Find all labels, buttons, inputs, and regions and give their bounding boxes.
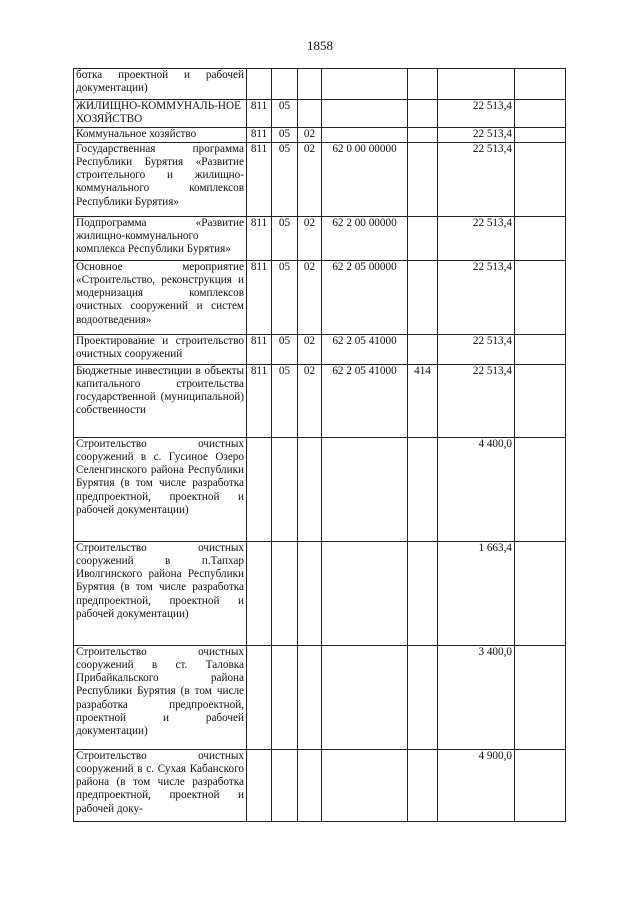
cell-extra-column — [515, 260, 566, 334]
table-row — [74, 216, 566, 260]
cell-target-item-code: 62 0 00 00000 — [322, 142, 408, 216]
cell-target-item-code: 62 2 00 00000 — [322, 216, 408, 260]
cell-target-item-code — [322, 645, 408, 749]
cell-expense-type-code — [408, 69, 438, 100]
cell-row-name: Государственная программа Республики Бурятия «Развитие строительного и жилищно-коммунального комплексов Республики Бурятия» — [74, 142, 247, 216]
cell-row-name: ботка проектной и рабочей документации) — [74, 69, 247, 100]
cell-row-name: Строительство очистных сооружений в п.Тапхар Иволгинского района Республики Бурятия (в том числе разработка предпроектной, проектной и рабочей документации) — [74, 541, 247, 645]
cell-section-code — [272, 541, 298, 645]
cell-expense-type-code — [408, 127, 438, 142]
cell-expense-type-code — [408, 100, 438, 128]
cell-section-code: 05 — [272, 364, 298, 437]
cell-section-code: 05 — [272, 334, 298, 364]
cell-subsection-code — [298, 541, 322, 645]
cell-target-item-code: 62 2 05 00000 — [322, 260, 408, 334]
cell-extra-column — [515, 334, 566, 364]
cell-target-item-code — [322, 100, 408, 128]
cell-ministry-code — [247, 437, 272, 541]
cell-subsection-code — [298, 437, 322, 541]
cell-ministry-code — [247, 541, 272, 645]
cell-ministry-code — [247, 645, 272, 749]
cell-ministry-code — [247, 749, 272, 821]
cell-amount: 4 900,0 — [438, 749, 515, 821]
cell-row-name: Проектирование и строительство очистных сооружений — [74, 334, 247, 364]
cell-target-item-code — [322, 749, 408, 821]
cell-row-name: Подпрограмма «Развитие жилищно-коммунального комплекса Республики Бурятия» — [74, 216, 247, 260]
cell-subsection-code — [298, 645, 322, 749]
cell-subsection-code — [298, 100, 322, 128]
cell-amount: 1 663,4 — [438, 541, 515, 645]
cell-extra-column — [515, 749, 566, 821]
cell-expense-type-code — [408, 216, 438, 260]
cell-ministry-code: 811 — [247, 364, 272, 437]
cell-expense-type-code — [408, 749, 438, 821]
cell-extra-column — [515, 127, 566, 142]
cell-target-item-code — [322, 437, 408, 541]
cell-expense-type-code — [408, 541, 438, 645]
cell-amount: 22 513,4 — [438, 260, 515, 334]
cell-amount: 22 513,4 — [438, 127, 515, 142]
cell-subsection-code — [298, 749, 322, 821]
cell-subsection-code: 02 — [298, 127, 322, 142]
table-row — [74, 260, 566, 334]
cell-section-code: 05 — [272, 127, 298, 142]
table-row — [74, 437, 566, 541]
cell-target-item-code: 62 2 05 41000 — [322, 364, 408, 437]
cell-expense-type-code — [408, 334, 438, 364]
cell-extra-column — [515, 541, 566, 645]
cell-section-code — [272, 749, 298, 821]
table-body — [74, 69, 566, 822]
table-row — [74, 364, 566, 437]
cell-subsection-code: 02 — [298, 216, 322, 260]
cell-section-code: 05 — [272, 100, 298, 128]
cell-section-code — [272, 645, 298, 749]
table-row — [74, 749, 566, 821]
cell-row-name: Основное мероприятие «Строительство, реконструкция и модернизация комплексов очистных сооружений и систем водоотведения» — [74, 260, 247, 334]
cell-target-item-code — [322, 541, 408, 645]
page-number: 1858 — [307, 38, 333, 53]
cell-target-item-code: 62 2 05 41000 — [322, 334, 408, 364]
cell-amount: 4 400,0 — [438, 437, 515, 541]
table-row — [74, 142, 566, 216]
cell-subsection-code: 02 — [298, 260, 322, 334]
cell-subsection-code — [298, 69, 322, 100]
table-row — [74, 645, 566, 749]
cell-ministry-code: 811 — [247, 127, 272, 142]
cell-extra-column — [515, 364, 566, 437]
cell-extra-column — [515, 216, 566, 260]
cell-expense-type-code — [408, 260, 438, 334]
cell-row-name: Коммунальное хозяйство — [74, 127, 247, 142]
cell-target-item-code — [322, 69, 408, 100]
cell-ministry-code: 811 — [247, 260, 272, 334]
cell-expense-type-code — [408, 645, 438, 749]
table-row — [74, 127, 566, 142]
cell-subsection-code: 02 — [298, 364, 322, 437]
cell-section-code: 05 — [272, 142, 298, 216]
table-row — [74, 100, 566, 128]
cell-extra-column — [515, 100, 566, 128]
cell-expense-type-code: 414 — [408, 364, 438, 437]
cell-expense-type-code — [408, 142, 438, 216]
cell-ministry-code — [247, 69, 272, 100]
budget-table — [73, 68, 566, 822]
cell-ministry-code: 811 — [247, 334, 272, 364]
cell-amount: 22 513,4 — [438, 142, 515, 216]
cell-section-code: 05 — [272, 216, 298, 260]
table-row — [74, 69, 566, 100]
cell-amount — [438, 69, 515, 100]
cell-ministry-code: 811 — [247, 216, 272, 260]
cell-row-name: Строительство очистных сооружений в с. Сухая Кабанского района (в том числе разработка предпроектной, проектной и рабочей доку- — [74, 749, 247, 821]
cell-section-code — [272, 437, 298, 541]
table-row — [74, 541, 566, 645]
cell-row-name: Бюджетные инвестиции в объекты капитального строительства государственной (муниципальной) собственности — [74, 364, 247, 437]
cell-amount: 22 513,4 — [438, 364, 515, 437]
cell-extra-column — [515, 142, 566, 216]
cell-extra-column — [515, 69, 566, 100]
cell-subsection-code: 02 — [298, 334, 322, 364]
cell-extra-column — [515, 437, 566, 541]
cell-row-name: ЖИЛИЩНО-КОММУНАЛЬ-НОЕ ХОЗЯЙСТВО — [74, 100, 247, 128]
cell-row-name: Строительство очистных сооружений в ст. Таловка Прибайкальского района Республики Бурятия (в том числе разработка предпроектной, проектной и рабочей документации) — [74, 645, 247, 749]
cell-section-code: 05 — [272, 260, 298, 334]
cell-amount: 22 513,4 — [438, 100, 515, 128]
cell-subsection-code: 02 — [298, 142, 322, 216]
cell-section-code — [272, 69, 298, 100]
cell-row-name: Строительство очистных сооружений в с. Гусиное Озеро Селенгинского района Республики Бурятия (в том числе разработка предпроектной, проектной и рабочей документации) — [74, 437, 247, 541]
cell-extra-column — [515, 645, 566, 749]
cell-expense-type-code — [408, 437, 438, 541]
cell-amount: 22 513,4 — [438, 216, 515, 260]
cell-ministry-code: 811 — [247, 142, 272, 216]
cell-ministry-code: 811 — [247, 100, 272, 128]
cell-amount: 22 513,4 — [438, 334, 515, 364]
table-row — [74, 334, 566, 364]
cell-amount: 3 400,0 — [438, 645, 515, 749]
cell-target-item-code — [322, 127, 408, 142]
